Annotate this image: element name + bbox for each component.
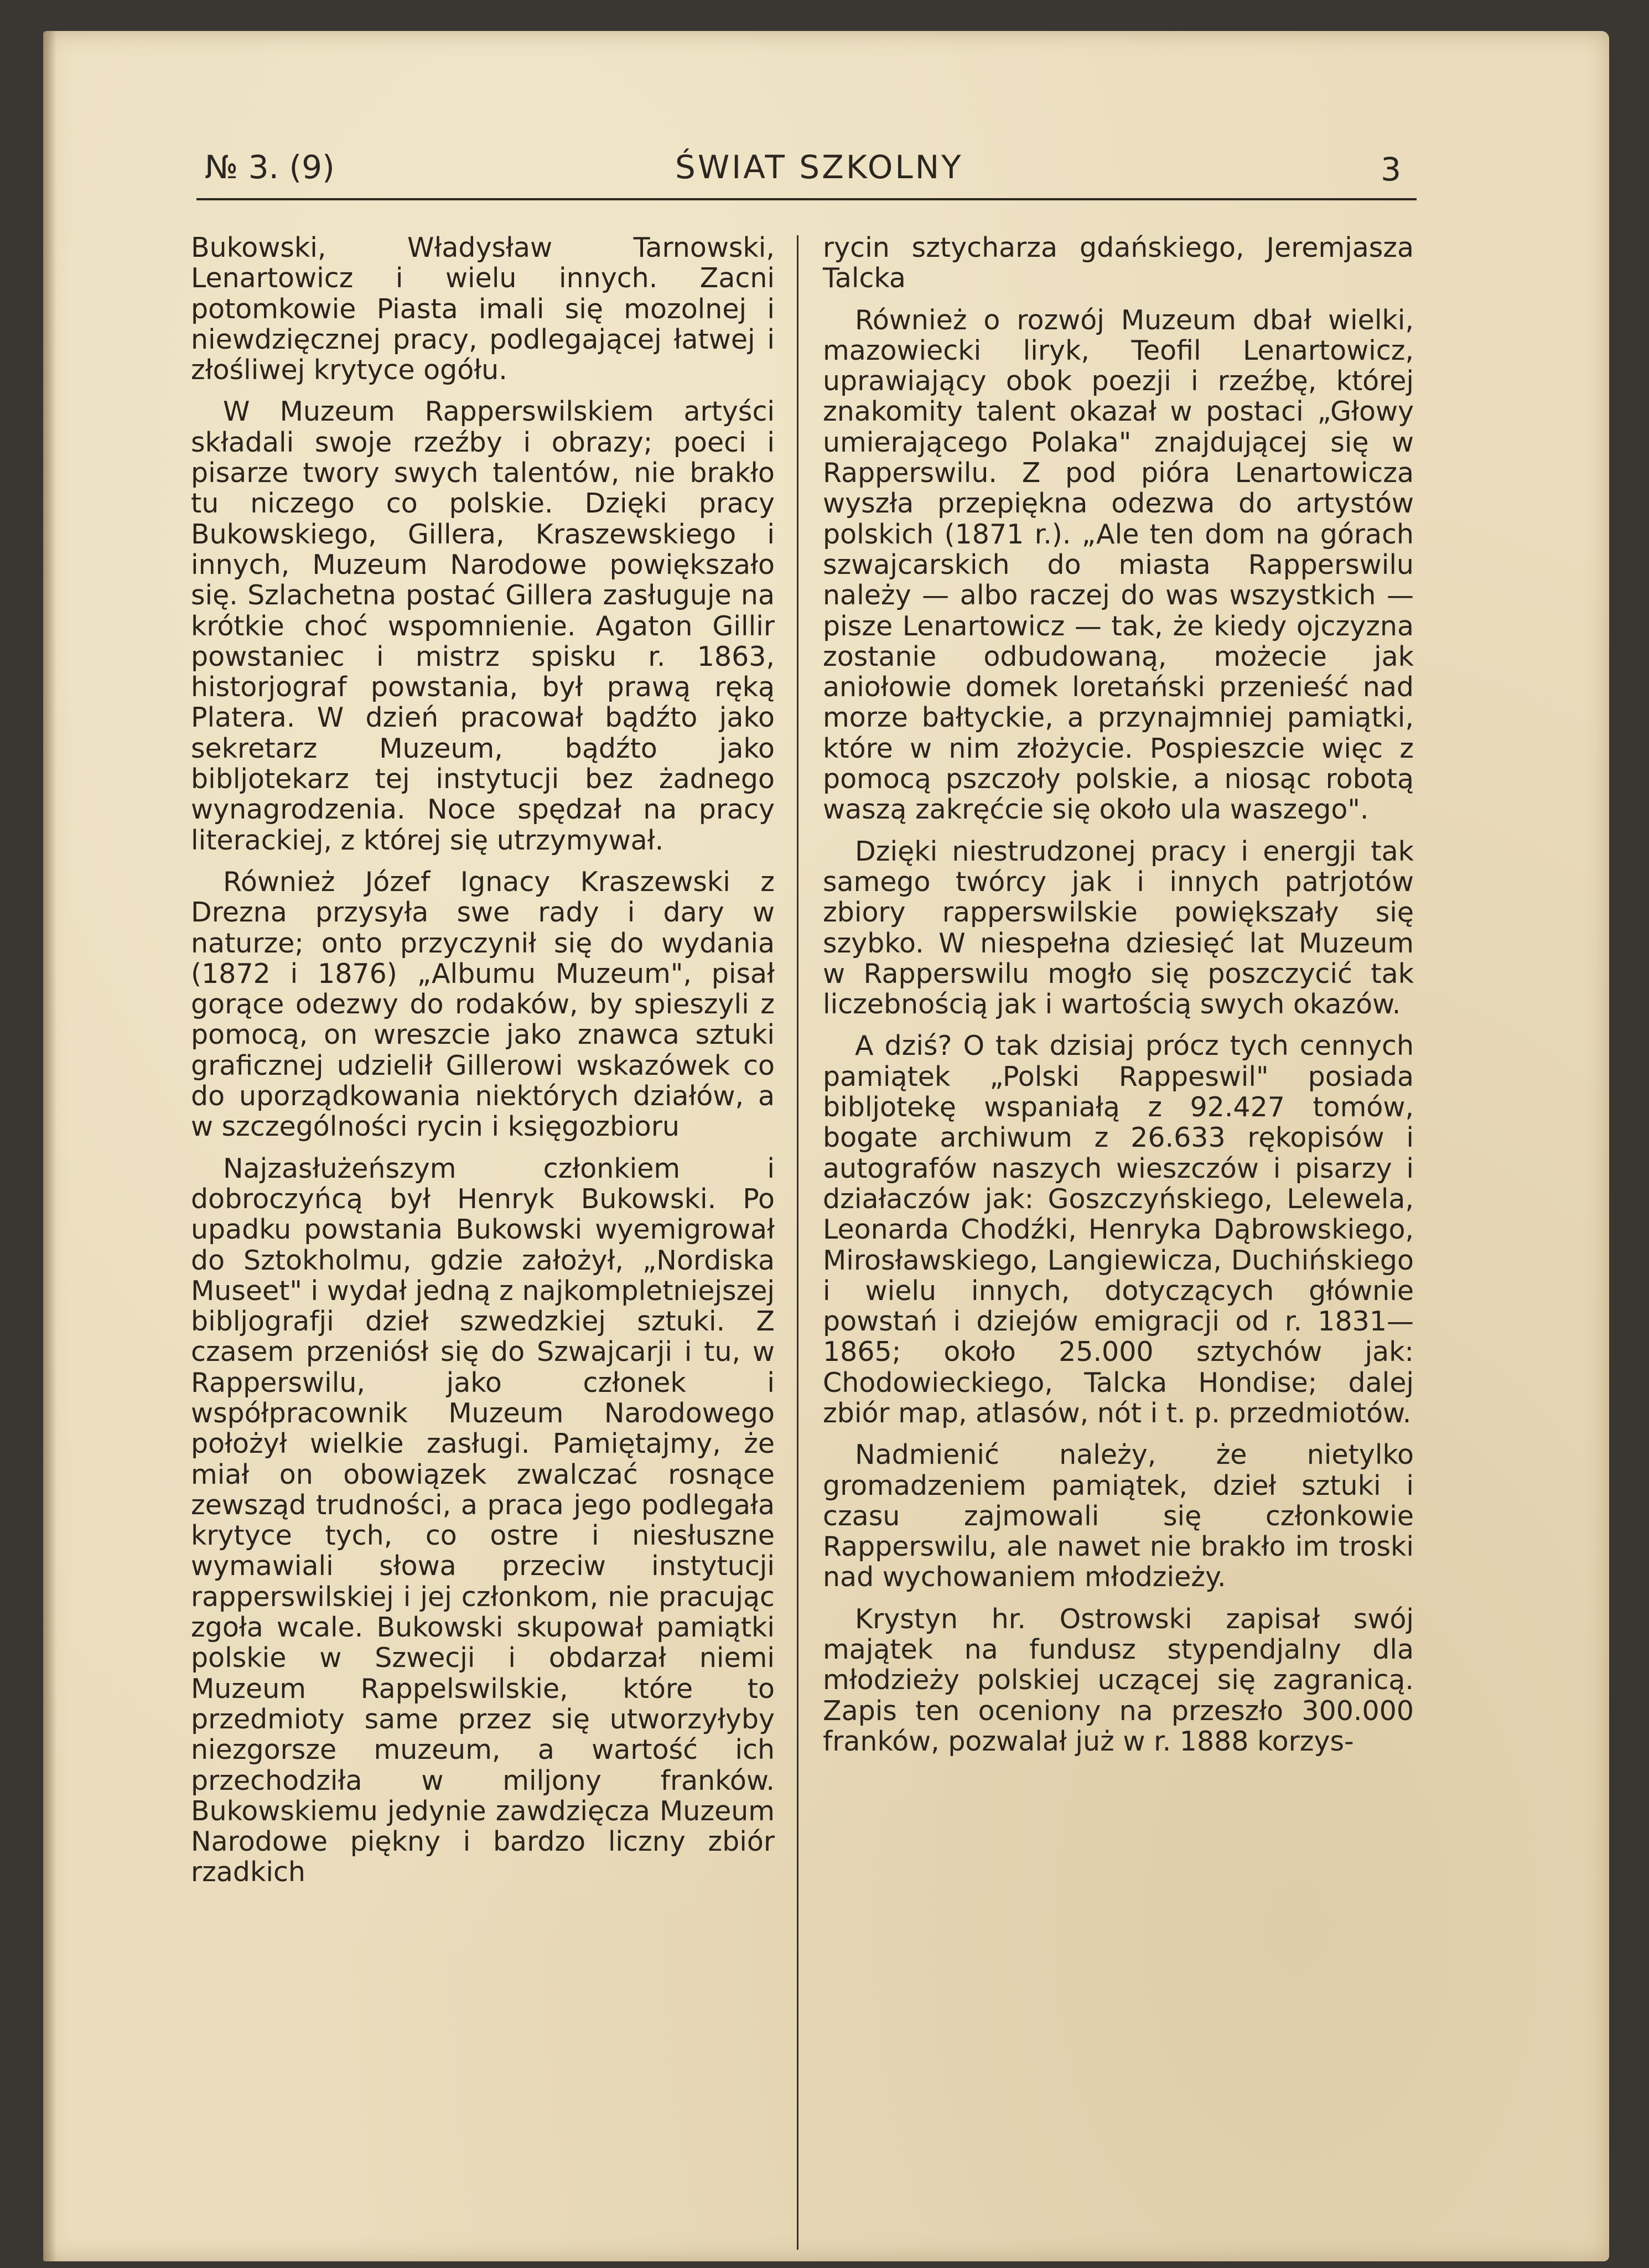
paragraph: Również Józef Ignacy Kraszewski z Drezna przysyła swe rady i dary w naturze; onto przyczynił się do wydania (1872 i 1876) „Albumu Muzeum", pisał gorące odezwy do rodaków, by spieszyli z pomocą, on wreszcie jako znawca sztuki graficznej udzielił Gillerowi wskazówek co do uporządkowania niektórych działów, a w szczególności rycin i księgozbioru <box>191 866 775 1143</box>
paragraph: Bukowski, Władysław Tarnowski, Lenartowicz i wielu innych. Zacni potomkowie Piasta imali się mozolnej i niewdzięcznej pracy, podlegającej łatwej i złośliwej krytyce ogółu. <box>191 232 775 386</box>
issue-number: № 3. (9) <box>205 148 335 186</box>
left-column <box>191 232 775 1899</box>
right-column <box>823 232 1414 1768</box>
paragraph: A dziś? O tak dzisiaj prócz tych cennych pamiątek „Polski Rappeswil" posiada bibljotekę wspaniałą z 92.427 tomów, bogate archiwum z 26.633 rękopisów i autografów naszych wieszczów i pisarzy i działaczów jak: Goszczyńskiego, Lelewela, Leonarda Chodźki, Henryka Dąbrowskiego, Mirosławskiego, Langiewicza, Duchińskiego i wielu innych, dotyczących głównie powstań i dziejów emigracji od r. 1831—1865; około 25.000 sztychów jak: Chodowieckiego, Talcka Hondise; dalej zbiór map, atlasów, nót i t. p. przedmiotów. <box>823 1030 1414 1429</box>
paragraph: W Muzeum Rapperswilskiem artyści składali swoje rzeźby i obrazy; poeci i pisarze twory swych talentów, nie brakło tu niczego co polskie. Dzięki pracy Bukowskiego, Gillera, Kraszewskiego i innych, Muzeum Narodowe powiększało się. Szlachetna postać Gillera zasługuje na krótkie choć wspomnienie. Agaton Gillir powstaniec i mistrz spisku r. 1863, historjograf powstania, był prawą ręką Platera. W dzień pracował bądźto jako sekretarz Muzeum, bądźto jako bibljotekarz tej instytucji bez żadnego wynagrodzenia. Noce spędzał na pracy literackiej, z której się utrzymywał. <box>191 396 775 856</box>
column-divider <box>797 235 798 2250</box>
paragraph: Również o rozwój Muzeum dbał wielki, mazowiecki liryk, Teofil Lenartowicz, uprawiający obok poezji i rzeźbę, której znakomity talent okazał w postaci „Głowy umierającego Polaka" znajdującej się w Rapperswilu. Z pod pióra Lenartowicza wyszła przepiękna odezwa do artystów polskich (1871 r.). „Ale ten dom na górach szwajcarskich do miasta Rapperswilu należy — albo raczej do was wszystkich — pisze Lenartowicz — tak, że kiedy ojczyzna zostanie odbudowaną, możecie jak aniołowie domek loretański przenieść nad morze bałtyckie, a przynajmniej pamiątki, które w nim złożycie. Pospieszcie więc z pomocą pszczoły polskie, a niosąc robotą waszą zakręćcie się około ula waszego". <box>823 304 1414 826</box>
page-number: 3 <box>1381 151 1401 188</box>
publication-title: ŚWIAT SZKOLNY <box>675 148 963 186</box>
page-header <box>194 148 1418 198</box>
header-rule <box>196 198 1417 200</box>
paragraph: Krystyn hr. Ostrowski zapisał swój majątek na fundusz stypendjalny dla młodzieży polskiej uczącej się zagranicą. Zapis ten oceniony na przeszło 300.000 franków, pozwalał już w r. 1888 korzys- <box>823 1603 1414 1757</box>
paragraph: Najzasłużeńszym członkiem i dobroczyńcą był Henryk Bukowski. Po upadku powstania Bukowski wyemigrował do Sztokholmu, gdzie założył, „Nordiska Museet" i wydał jedną z najkompletniejszej bibljografji dzieł szwedzkiej sztuki. Z czasem przeniósł się do Szwajcarji i tu, w Rapperswilu, jako członek i współpracownik Muzeum Narodowego położył wielkie zasługi. Pamiętajmy, że miał on obowiązek zwalczać rosnące zewsząd trudności, a praca jego podlegała krytyce tych, co ostre i niesłuszne wymawiali słowa przeciw instytucji rapperswilskiej i jej członkom, nie pracując zgoła wcale. Bukowski skupował pamiątki polskie w Szwecji i obdarzał niemi Muzeum Rappelswilskie, które to przedmioty same przez się utworzyłyby niezgorsze muzeum, a wartość ich przechodziła w miljony franków. Bukowskiemu jedynie zawdzięcza Muzeum Narodowe piękny i bardzo liczny zbiór rzadkich <box>191 1152 775 1888</box>
paragraph: Nadmienić należy, że nietylko gromadzeniem pamiątek, dzieł sztuki i czasu zajmowali się członkowie Rapperswilu, ale nawet nie brakło im troski nad wychowaniem młodzieży. <box>823 1439 1414 1593</box>
paragraph: Dzięki niestrudzonej pracy i energji tak samego twórcy jak i innych patrjotów zbiory rapperswilskie powiększały się szybko. W niespełna dziesięć lat Muzeum w Rapperswilu mogło się poszczycić tak liczebnością jak i wartością swych okazów. <box>823 835 1414 1021</box>
page-spine-shadow <box>43 31 56 2261</box>
paragraph: rycin sztycharza gdańskiego, Jeremjasza Talcka <box>823 232 1414 294</box>
